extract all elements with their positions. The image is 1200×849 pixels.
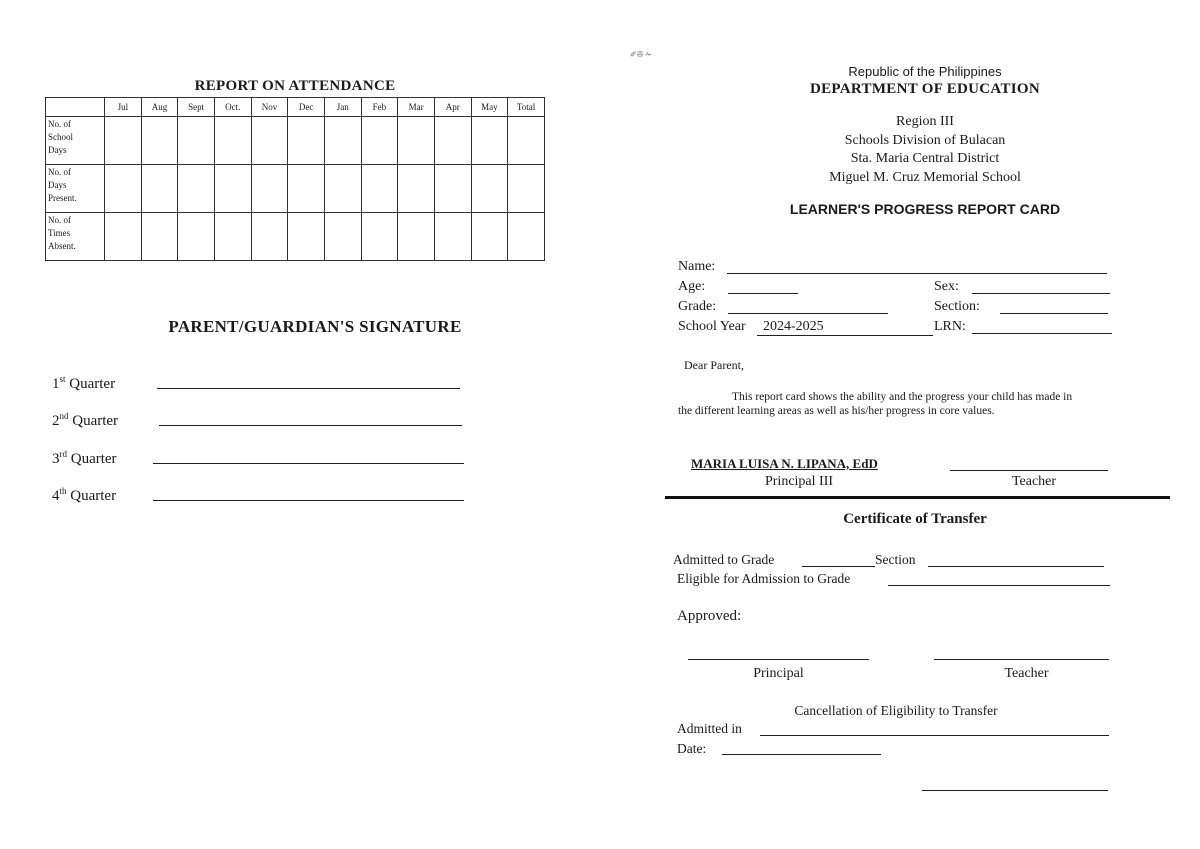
month-header: Nov: [251, 98, 288, 117]
corner-mark: ✐✇ ✁: [630, 50, 653, 59]
grade-input-line[interactable]: [728, 313, 888, 314]
age-label: Age:: [678, 279, 706, 294]
letter-salutation: Dear Parent,: [684, 358, 744, 372]
attendance-cell[interactable]: [434, 117, 471, 165]
attendance-cell[interactable]: [324, 213, 361, 261]
attendance-cell[interactable]: [471, 165, 508, 213]
attendance-cell[interactable]: [508, 213, 545, 261]
attendance-header-row: [46, 98, 545, 117]
date-label: Date:: [677, 741, 707, 756]
quarter-3-signature-line[interactable]: [153, 463, 464, 464]
attendance-cell[interactable]: [508, 165, 545, 213]
attendance-cell[interactable]: [141, 213, 178, 261]
attendance-cell[interactable]: [105, 213, 142, 261]
row-label: No. of Days Present.: [46, 165, 105, 213]
attendance-cell[interactable]: [288, 165, 325, 213]
principal-title: Principal III: [764, 474, 834, 489]
month-header: May: [471, 98, 508, 117]
grade-label: Grade:: [678, 299, 717, 314]
attendance-cell[interactable]: [251, 165, 288, 213]
month-header: Sept: [178, 98, 215, 117]
district-text: Sta. Maria Central District: [850, 151, 1000, 166]
signature-title: PARENT/GUARDIAN'S SIGNATURE: [168, 317, 462, 336]
attendance-row-school-days: [46, 117, 545, 165]
name-input-line[interactable]: [727, 273, 1107, 274]
attendance-cell[interactable]: [361, 165, 398, 213]
attendance-cell[interactable]: [251, 117, 288, 165]
sex-input-line[interactable]: [972, 293, 1110, 294]
lrn-input-line[interactable]: [972, 333, 1112, 334]
letter-line-2: the different learning areas as well as his/her progress in core values.: [678, 405, 995, 417]
republic-text: Republic of the Philippines: [848, 64, 1002, 79]
section-label: Section:: [934, 299, 980, 314]
admitted-in-label: Admitted in: [677, 721, 742, 736]
attendance-cell[interactable]: [105, 165, 142, 213]
attendance-cell[interactable]: [508, 117, 545, 165]
quarter-2-label: 2nd Quarter: [52, 411, 119, 429]
month-header: Total: [508, 98, 545, 117]
attendance-cell[interactable]: [214, 117, 251, 165]
month-header: Oct.: [214, 98, 251, 117]
attendance-cell[interactable]: [398, 213, 435, 261]
teacher-signature-line[interactable]: [950, 470, 1108, 471]
eligible-label: Eligible for Admission to Grade: [677, 571, 851, 586]
teacher-title: Teacher: [1011, 474, 1057, 489]
attendance-cell[interactable]: [471, 213, 508, 261]
division-text: Schools Division of Bulacan: [844, 133, 1006, 148]
attendance-cell[interactable]: [361, 213, 398, 261]
school-text: Miguel M. Cruz Memorial School: [829, 170, 1021, 185]
attendance-cell[interactable]: [288, 117, 325, 165]
quarter-4-label: 4th Quarter: [52, 486, 117, 504]
section-input-line[interactable]: [1000, 313, 1108, 314]
principal-signature-line[interactable]: [688, 659, 869, 660]
quarter-1-signature-line[interactable]: [157, 388, 460, 389]
attendance-cell[interactable]: [434, 165, 471, 213]
cert-section-line[interactable]: [928, 566, 1104, 567]
card-title: LEARNER'S PROGRESS REPORT CARD: [789, 201, 1061, 217]
month-header: Aug: [141, 98, 178, 117]
attendance-cell[interactable]: [178, 165, 215, 213]
attendance-cell[interactable]: [434, 213, 471, 261]
quarter-4-signature-line[interactable]: [153, 500, 464, 501]
attendance-cell[interactable]: [141, 165, 178, 213]
attendance-cell[interactable]: [288, 213, 325, 261]
quarter-2-signature-line[interactable]: [159, 425, 462, 426]
age-input-line[interactable]: [728, 293, 798, 294]
sex-label: Sex:: [934, 279, 959, 294]
attendance-row-days-present: [46, 165, 545, 213]
cert-teacher-label: Teacher: [1004, 666, 1049, 681]
school-year-label: School Year: [678, 319, 746, 334]
quarter-1-label: 1st Quarter: [52, 374, 116, 392]
attendance-cell[interactable]: [214, 165, 251, 213]
attendance-title: REPORT ON ATTENDANCE: [194, 78, 396, 94]
cancellation-title: Cancellation of Eligibility to Transfer: [794, 703, 998, 718]
row-label: No. of School Days: [46, 117, 105, 165]
month-header: Feb: [361, 98, 398, 117]
attendance-cell[interactable]: [251, 213, 288, 261]
section-divider: [665, 496, 1170, 499]
lrn-label: LRN:: [934, 319, 966, 334]
eligible-grade-line[interactable]: [888, 585, 1110, 586]
attendance-cell[interactable]: [361, 117, 398, 165]
cert-section-label: Section: [875, 552, 916, 567]
admitted-grade-line[interactable]: [802, 566, 875, 567]
month-header: Jul: [105, 98, 142, 117]
certificate-title: Certificate of Transfer: [843, 511, 987, 527]
department-text: DEPARTMENT OF EDUCATION: [810, 81, 1040, 97]
month-header: Apr: [434, 98, 471, 117]
attendance-cell[interactable]: [105, 117, 142, 165]
month-header: Dec: [288, 98, 325, 117]
school-year-value[interactable]: 2024-2025: [757, 319, 933, 336]
admitted-in-line[interactable]: [760, 735, 1109, 736]
month-header: Jan: [324, 98, 361, 117]
attendance-cell[interactable]: [178, 213, 215, 261]
region-text: Region III: [896, 114, 954, 129]
attendance-corner-cell: [46, 98, 105, 117]
attendance-cell[interactable]: [398, 165, 435, 213]
attendance-cell[interactable]: [141, 117, 178, 165]
attendance-cell[interactable]: [398, 117, 435, 165]
date-line[interactable]: [722, 754, 881, 755]
attendance-row-times-absent: [46, 213, 545, 261]
final-signature-line[interactable]: [922, 790, 1108, 791]
principal-name: MARIA LUISA N. LIPANA, EdD: [691, 456, 878, 471]
attendance-table: [45, 97, 545, 261]
attendance-cell[interactable]: [214, 213, 251, 261]
attendance-cell[interactable]: [471, 117, 508, 165]
month-header: Mar: [398, 98, 435, 117]
admitted-to-grade-label: Admitted to Grade: [673, 552, 775, 567]
attendance-cell[interactable]: [324, 165, 361, 213]
attendance-cell[interactable]: [324, 117, 361, 165]
approved-label: Approved:: [677, 608, 742, 624]
cert-principal-label: Principal: [753, 666, 804, 681]
name-label: Name:: [678, 259, 716, 274]
cert-teacher-signature-line[interactable]: [934, 659, 1109, 660]
row-label: No. of Times Absent.: [46, 213, 105, 261]
attendance-cell[interactable]: [178, 117, 215, 165]
quarter-3-label: 3rd Quarter: [52, 449, 117, 467]
letter-line-1: This report card shows the ability and the progress your child has made in: [732, 391, 1073, 403]
